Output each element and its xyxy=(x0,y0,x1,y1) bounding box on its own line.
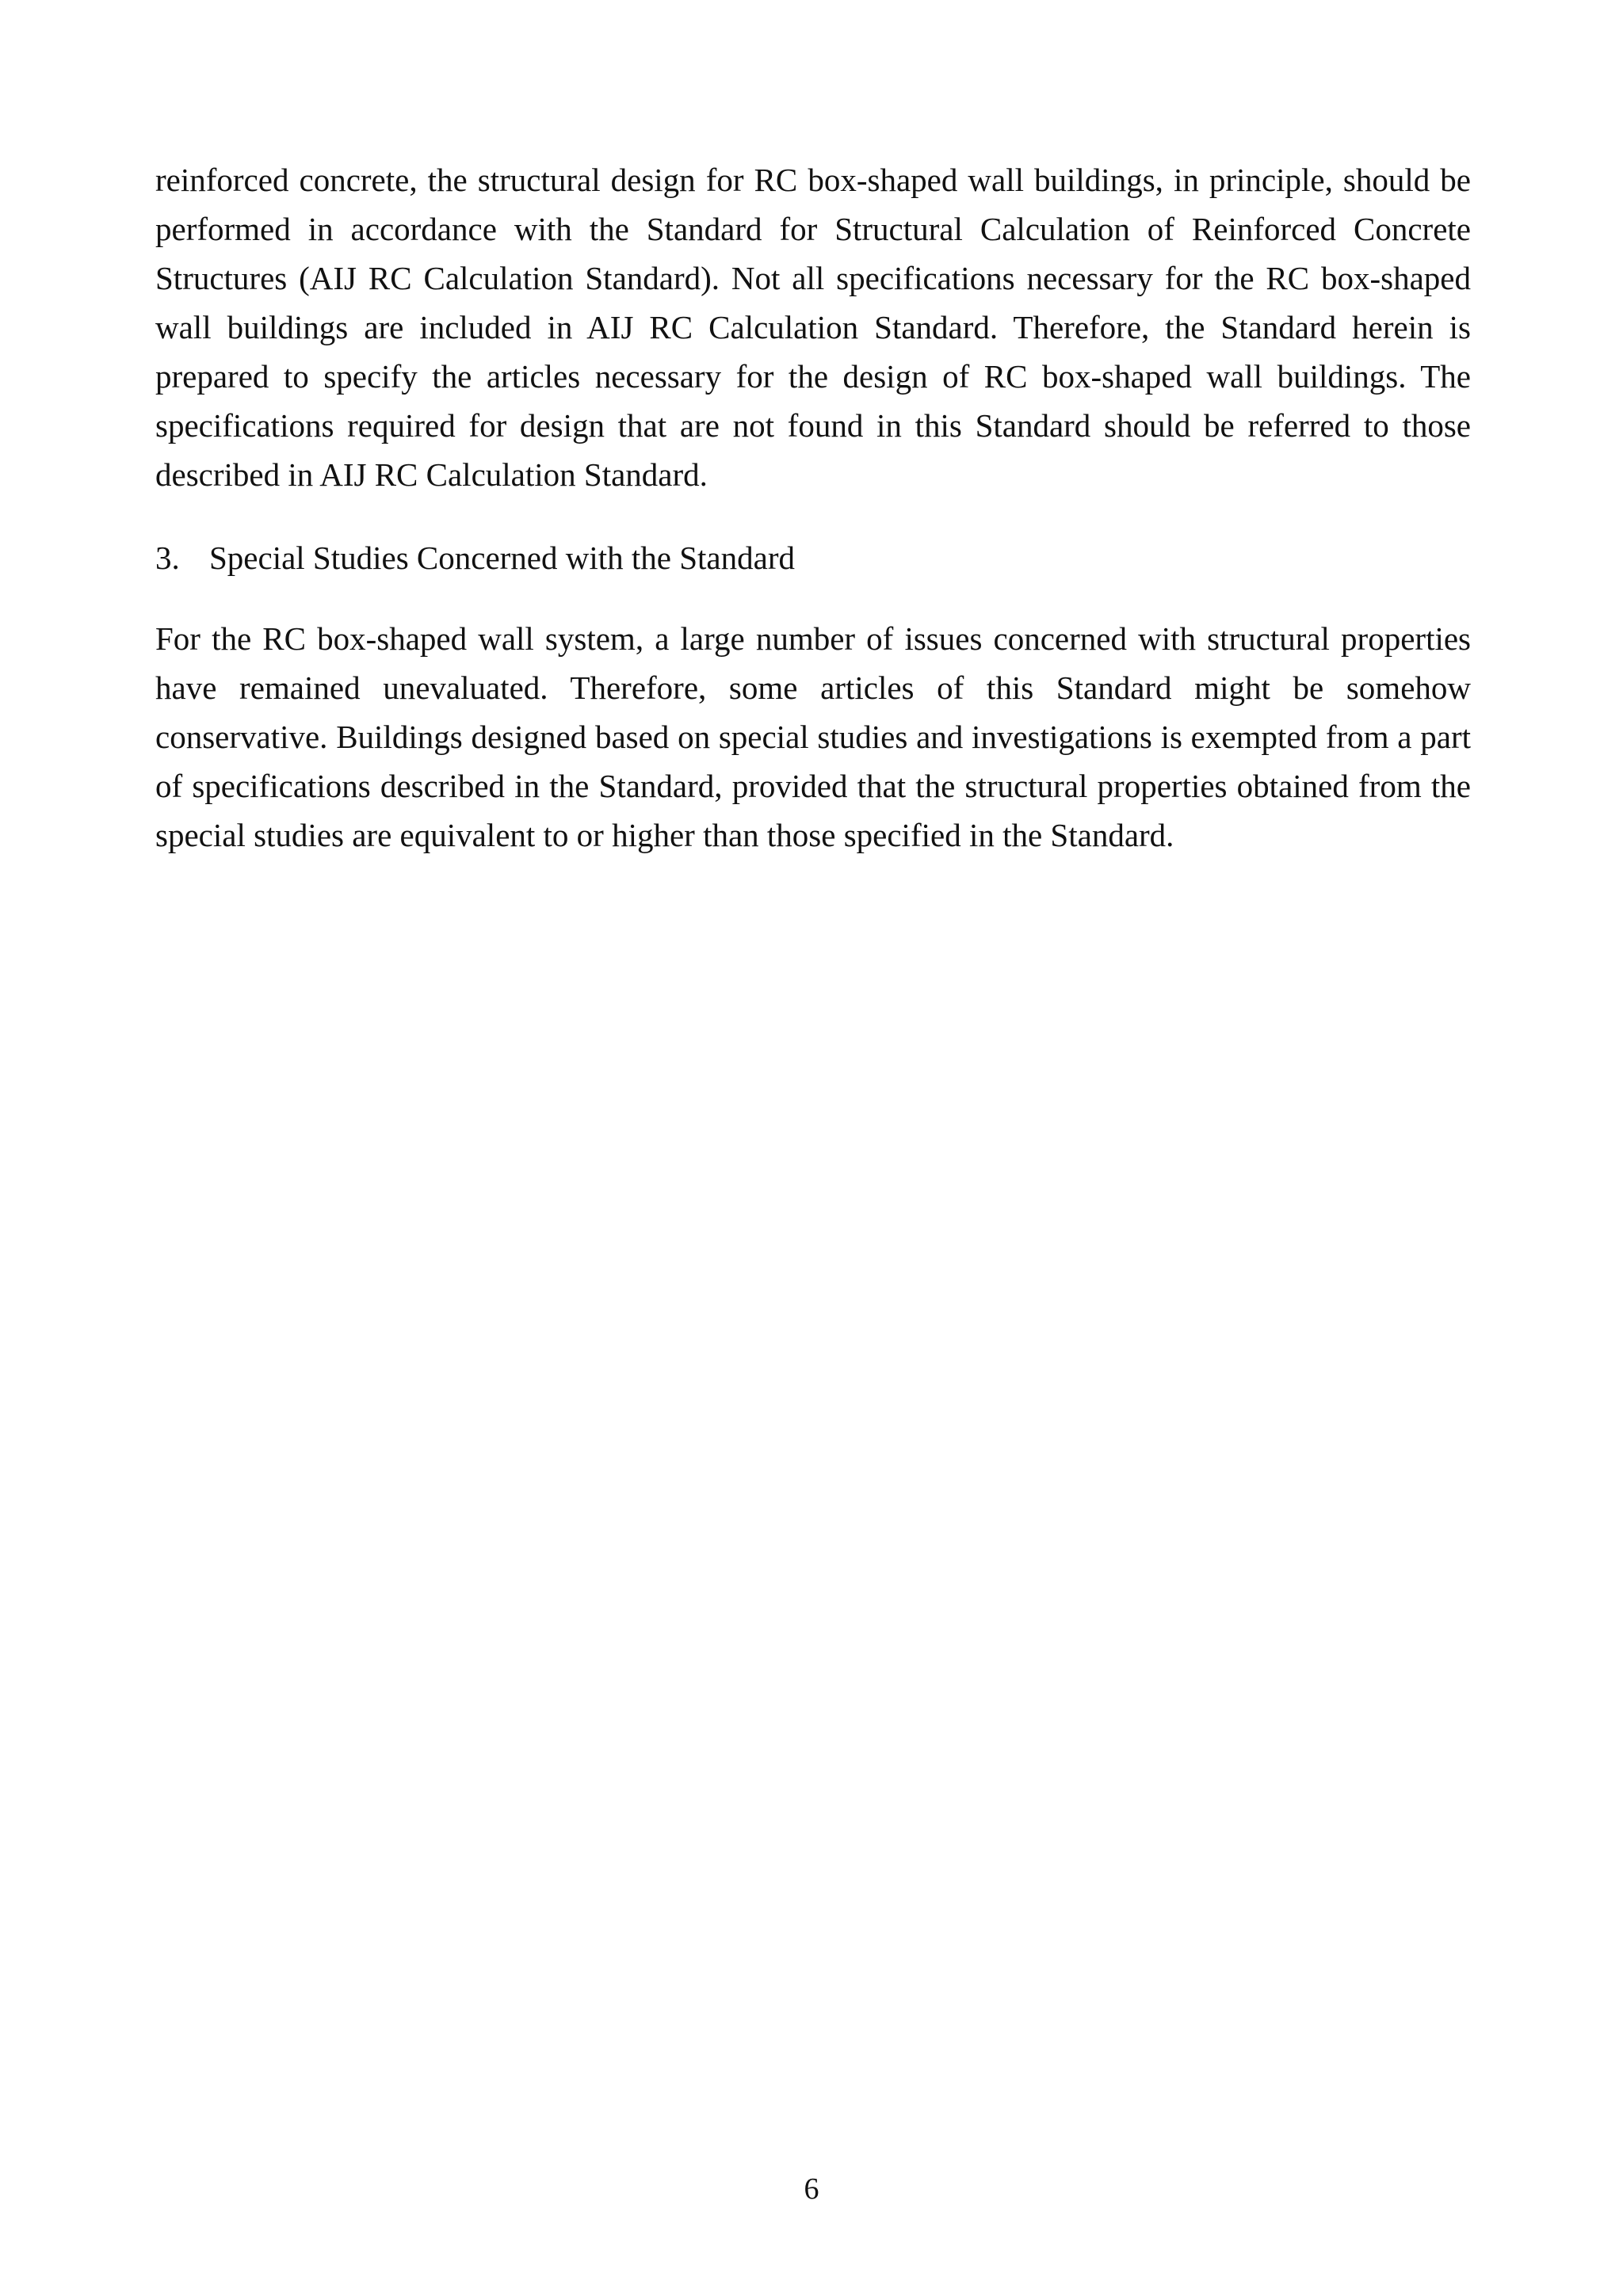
section-number: 3. xyxy=(155,540,180,576)
body-paragraph: For the RC box-shaped wall system, a large number of issues concerned with structural properties have remained unevaluated. Therefore, some articles of this Standard might be somehow conservative. Buildings designed based on special studies and investigations is exempted from a part of specifications described in the Standard, provided that the structural properties obtained from the special studies are equivalent to or higher than those specified in the Standard. xyxy=(155,620,1471,853)
section-title: Special Studies Concerned with the Standard xyxy=(209,540,795,576)
body-paragraph: reinforced concrete, the structural design for RC box-shaped wall buildings, in principle, should be performed in accordance with the Standard for Structural Calculation of Reinforced Concrete Structures (AIJ RC Calculation Standard). Not all specifications necessary for the RC box-shaped wall buildings are included in AIJ RC Calculation Standard. Therefore, the Standard herein is prepared to specify the articles necessary for the design of RC box-shaped wall buildings. The specifications required for design that are not found in this Standard should be referred to those described in AIJ RC Calculation Standard. xyxy=(155,162,1471,493)
page-number: 6 xyxy=(804,2172,819,2206)
section-heading xyxy=(155,533,795,582)
